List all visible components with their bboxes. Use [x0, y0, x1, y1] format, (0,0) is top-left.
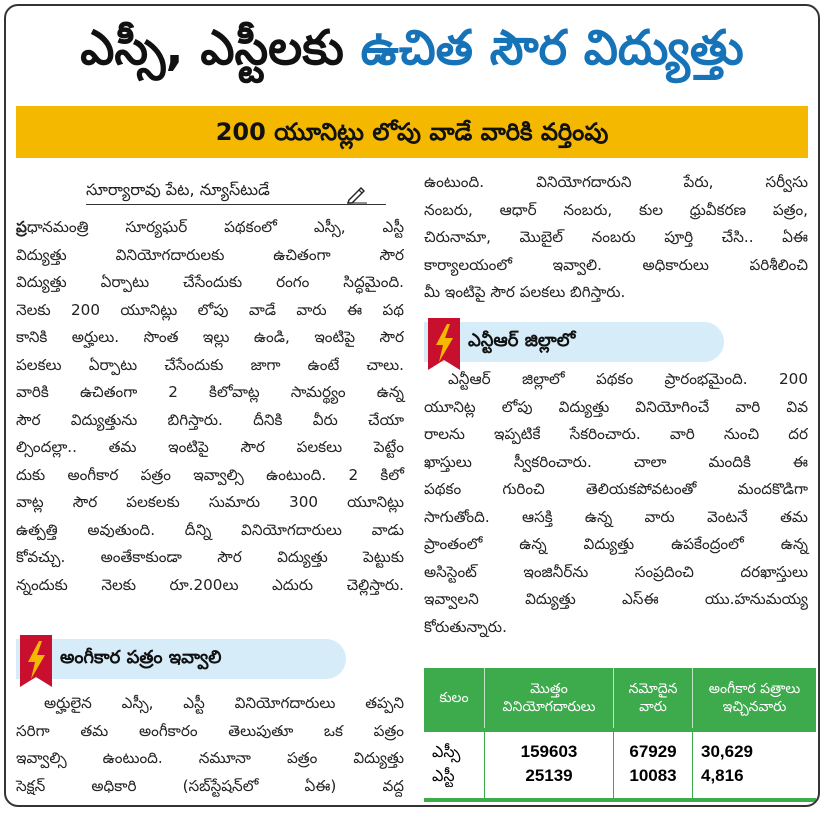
row-registered: 10083	[614, 764, 693, 798]
body-line: నెలకు 200 యూనిట్లు లోపు వాడే వారు ఈ పథ	[16, 300, 404, 319]
section-heading-ntr-district	[424, 322, 724, 362]
row-category: ఎస్సీ	[424, 730, 485, 764]
body-line: ప్రధానమంత్రి సూర్యఘర్ పథకంలో ఎస్సీ, ఎస్టీ	[16, 218, 404, 236]
lightning-flag-icon	[428, 318, 460, 370]
body-line: కానికి అర్హులు. సొంత ఇల్లు ఉండి, ఇంటిపై సౌర	[16, 328, 404, 346]
row-registered: 67929	[614, 730, 693, 764]
row-consented: 30,629	[693, 730, 817, 764]
lightning-flag-icon	[20, 635, 52, 687]
body-line: రాలను ఇప్పటికే సేకరించారు. వారి నుంచి దర	[424, 425, 808, 443]
body-line: సరిగా తమ అంగీకారం తెలుపుతూ ఒక పత్రం	[16, 721, 404, 740]
news-clipping	[4, 4, 820, 807]
body-line: కోరుతున్నారు.	[424, 617, 507, 636]
body-line: సౌర విద్యుత్తును బిగిస్తారు. దీనికి వీరు చేయా	[16, 410, 404, 429]
header-category: కులం	[424, 668, 485, 730]
header-total: మొత్తం వినియోగదారులు	[485, 668, 614, 730]
body-line: కార్యాలయంలో ఇవ్వాలి. అధికారులు పరిశీలించి	[424, 255, 808, 274]
body-line: ప్రాంతంలో ఉన్న విద్యుత్తు ఉపకేంద్రంలో ఉన్న	[424, 535, 808, 553]
header-consented: అంగీకార పత్రాలు ఇచ్చినవారు	[708, 681, 801, 715]
body-line: యూనిట్ల లోపు విద్యుత్తు వినియోగించే వారి వివ	[424, 397, 808, 416]
body-line: ఇవ్వాలని విద్యుత్తు ఎస్ఈ యు.హనుమయ్య	[424, 590, 808, 608]
body-line: సెక్షన్ అధికారి (సబ్‌స్టేషన్‌లో ఏఈ) వద్ద	[16, 776, 404, 795]
body-line: ఉత్పత్తి అవుతుంది. దీన్ని వినియోగదారులు వాడు	[16, 520, 404, 539]
body-line: ఖాస్తులు స్వీకరించారు. చాలా మందికి ఈ	[424, 452, 808, 471]
body-line: ఎన్టీఆర్ జిల్లాలో పథకం ప్రారంభమైంది. 200	[448, 370, 808, 388]
table-row	[424, 764, 816, 798]
table-row	[424, 730, 816, 764]
byline: సూర్యారావు పేట, న్యూస్‌టుడే	[86, 176, 386, 205]
body-line: పలకలు ఏర్పాటు చేసేందుకు జాగా ఉంటే చాలు.	[16, 355, 404, 374]
right-section-body	[424, 366, 808, 641]
left-section-body	[16, 690, 404, 800]
body-line: దుకు అంగీకార పత్రం ఇవ్వాల్సి ఉంటుంది. 2 కిలో	[16, 465, 404, 484]
subheadline: 200 యూనిట్లు లోపు వాడే వారికి వర్తింపు	[16, 106, 808, 158]
left-column-body	[16, 214, 404, 599]
body-line: మీ ఇంటిపై సౌర పలకలు బిగిస్తారు.	[424, 283, 626, 301]
row-total: 159603	[485, 730, 614, 764]
body-line: అసిస్టెంట్ ఇంజినీర్‌ను సంప్రదించి దరఖాస్తులు	[424, 562, 808, 581]
body-line: వాట్ల సౌర పలకలకు సుమారు 300 యూనిట్లు	[16, 493, 404, 511]
body-line: వారికి ఉచితంగా 2 కిలోవాట్ల సామర్థ్యం ఉన్న	[16, 383, 404, 401]
body-line: నంబరు, ఆధార్ నంబరు, కుల ధ్రువీకరణ పత్రం,	[424, 200, 808, 219]
header-registered: నమోదైన వారు	[614, 668, 693, 730]
dropcap: ప్ర	[16, 218, 27, 236]
body-line: ల్సిందల్లా.. తమ ఇంటిపై సౌర పలకలు పెట్టేం	[16, 438, 404, 456]
body-line: ఉంటుంది. వినియోగదారుని పేరు, సర్వీసు	[424, 173, 808, 191]
headline-part2: ఉచిత సౌర విద్యుత్తు	[360, 20, 744, 76]
body-line: విద్యుత్తు ఏర్పాటు చేసేందుకు రంగం సిద్ధమైంది.	[16, 273, 404, 291]
headline-part1: ఎస్సీ, ఎస్టీలకు	[80, 20, 344, 76]
body-line: పథకం గురించి తెలియకపోవటంతో మందకొడిగా	[424, 480, 808, 498]
body-line: కోవచ్చు. అంతేకాకుండా సౌర విద్యుత్తు పెట్టుకు	[16, 548, 404, 566]
right-column-continuation	[424, 169, 808, 307]
body-line: ఇవ్వాల్సి ఉంటుంది. నమూనా పత్రం విద్యుత్తు	[16, 749, 404, 767]
row-category: ఎస్టీ	[424, 764, 485, 798]
body-line: సాగుతోంది. ఆసక్తి ఉన్న వారు వెంటనే తమ	[424, 507, 808, 526]
section-heading-label: ఎన్టీఆర్ జిల్లాలో	[468, 329, 576, 351]
section-heading-consent	[16, 639, 346, 679]
body-line: అర్హులైన ఎస్సీ, ఎస్టీ వినియోగదారులు తప్పని	[44, 694, 405, 712]
body-line: న్నందుకు నెలకు రూ.200లు ఎదురు చెల్లిస్తారు.	[16, 575, 404, 594]
row-total: 25139	[485, 764, 614, 798]
section-heading-label: అంగీకార పత్రం ఇవ్వాలి	[60, 646, 222, 668]
body-line: విద్యుత్తు వినియోగదారులకు ఉచితంగా సౌర	[16, 245, 404, 264]
headline	[6, 18, 818, 78]
body-line: చిరునామా, మొబైల్ నంబరు పూర్తి చేసి.. ఏఈ	[424, 228, 808, 246]
row-consented: 4,816	[693, 764, 817, 798]
table-header-row	[424, 668, 816, 730]
pen-icon	[346, 182, 368, 204]
stats-table	[424, 668, 816, 802]
